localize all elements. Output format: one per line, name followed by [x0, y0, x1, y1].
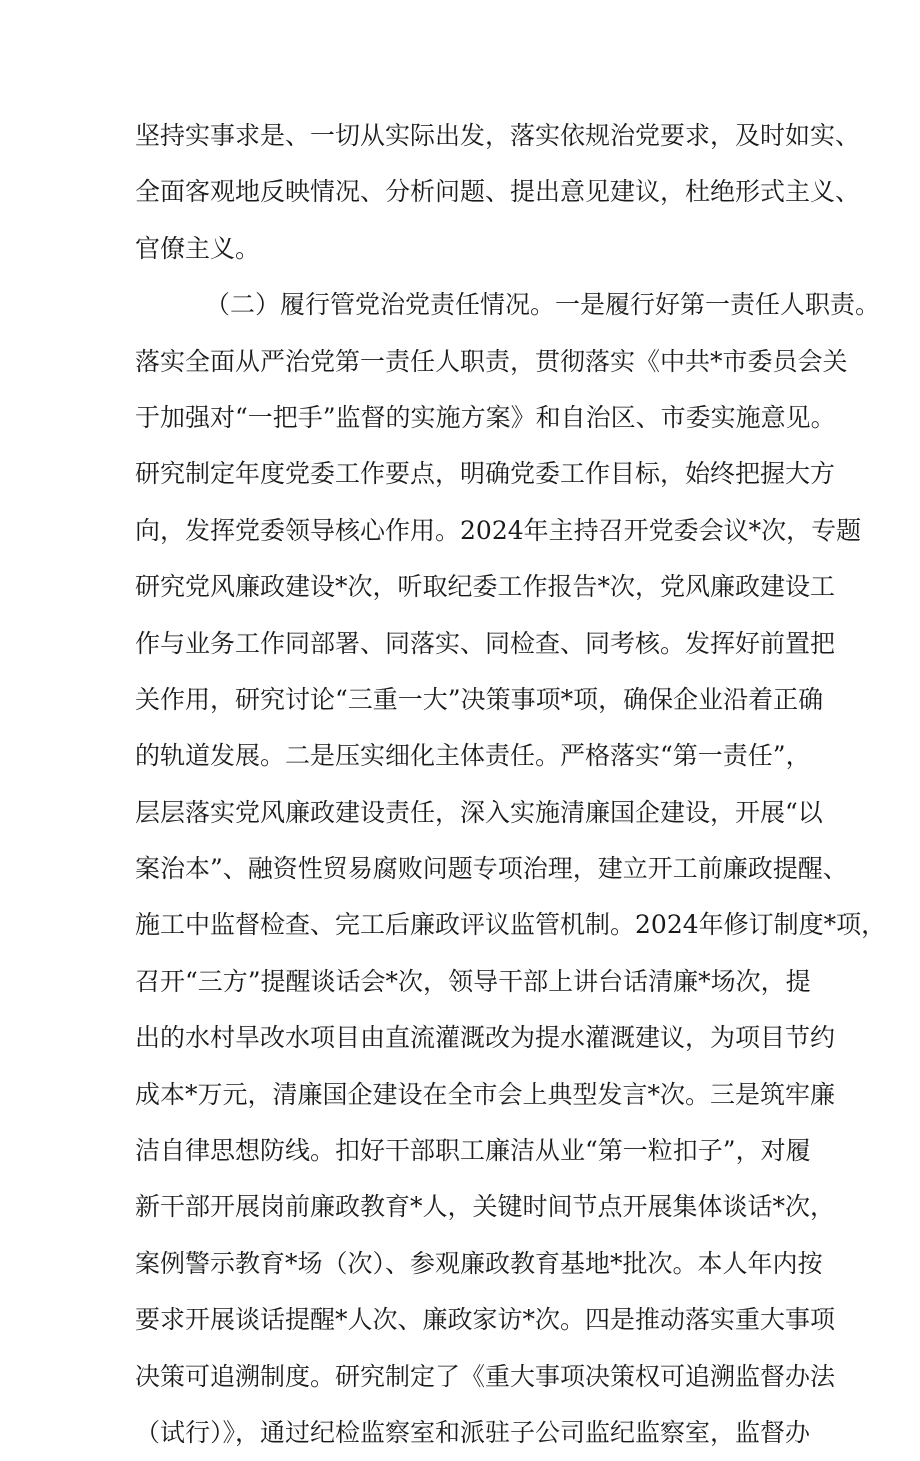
text-line-7: 研究制定年度党委工作要点，明确党委工作目标，始终把握大方	[135, 459, 836, 489]
text-line-19: 洁自律思想防线。扣好干部职工廉洁从业“第一粒扣子”，对履	[135, 1136, 811, 1166]
text-line-11: 关作用，研究讨论“三重一大”决策事项*项，确保企业沿着正确	[135, 684, 824, 714]
text-line-20: 新干部开展岗前廉政教育*人，关键时间节点开展集体谈话*次，	[135, 1192, 836, 1222]
text-line-16: 召开“三方”提醒谈话会*次，领导干部上讲台话清廉*场次，提	[135, 966, 811, 996]
text-line-12: 的轨道发展。二是压实细化主体责任。严格落实“第一责任”，	[135, 741, 811, 771]
document-body	[135, 108, 887, 1461]
text-line-13: 层层落实党风廉政建设责任，深入实施清廉国企建设，开展“以	[135, 797, 823, 827]
text-line-15: 施工中监督检查、完工后廉政评议监管机制。2024年修订制度*项，	[135, 910, 887, 940]
text-line-1: 坚持实事求是、一切从实际出发，落实依规治党要求，及时如实、	[135, 121, 861, 150]
text-line-5: 落实全面从严治党第一责任人职责，贯彻落实《中共*市委员会关	[135, 346, 848, 376]
text-line-14: 案治本”、融资性贸易腐败问题专项治理，建立开工前廉政提醒、	[135, 854, 848, 884]
text-line-17: 出的水村旱改水项目由直流灌溉改为提水灌溉建议，为项目节约	[135, 1023, 836, 1053]
text-line-2: 全面客观地反映情况、分析问题、提出意见建议，杜绝形式主义、	[135, 177, 861, 207]
text-line-18: 成本*万元，清廉国企建设在全市会上典型发言*次。三是筑牢廉	[135, 1079, 836, 1109]
text-line-23: 决策可追溯制度。研究制定了《重大事项决策权可追溯监督办法	[135, 1361, 836, 1391]
text-line-8: 向，发挥党委领导核心作用。2024年主持召开党委会议*次，专题	[135, 515, 862, 545]
text-line-21: 案例警示教育*场（次）、参观廉政教育基地*批次。本人年内按	[135, 1248, 823, 1278]
text-line-9: 研究党风廉政建设*次，听取纪委工作报告*次，党风廉政建设工	[135, 572, 836, 602]
text-line-10: 作与业务工作同部署、同落实、同检查、同考核。发挥好前置把	[135, 628, 836, 658]
section-heading-line: （二）履行管党治党责任情况。一是履行好第一责任人职责。	[205, 290, 881, 320]
text-line-6: 于加强对“一把手”监督的实施方案》和自治区、市委实施意见。	[135, 402, 836, 432]
text-line-3: 官僚主义。	[135, 233, 261, 263]
text-line-22: 要求开展谈话提醒*人次、廉政家访*次。四是推动落实重大事项	[135, 1305, 836, 1335]
text-line-24: （试行）》，通过纪检监察室和派驻子公司监纪监察室，监督办	[135, 1417, 811, 1447]
